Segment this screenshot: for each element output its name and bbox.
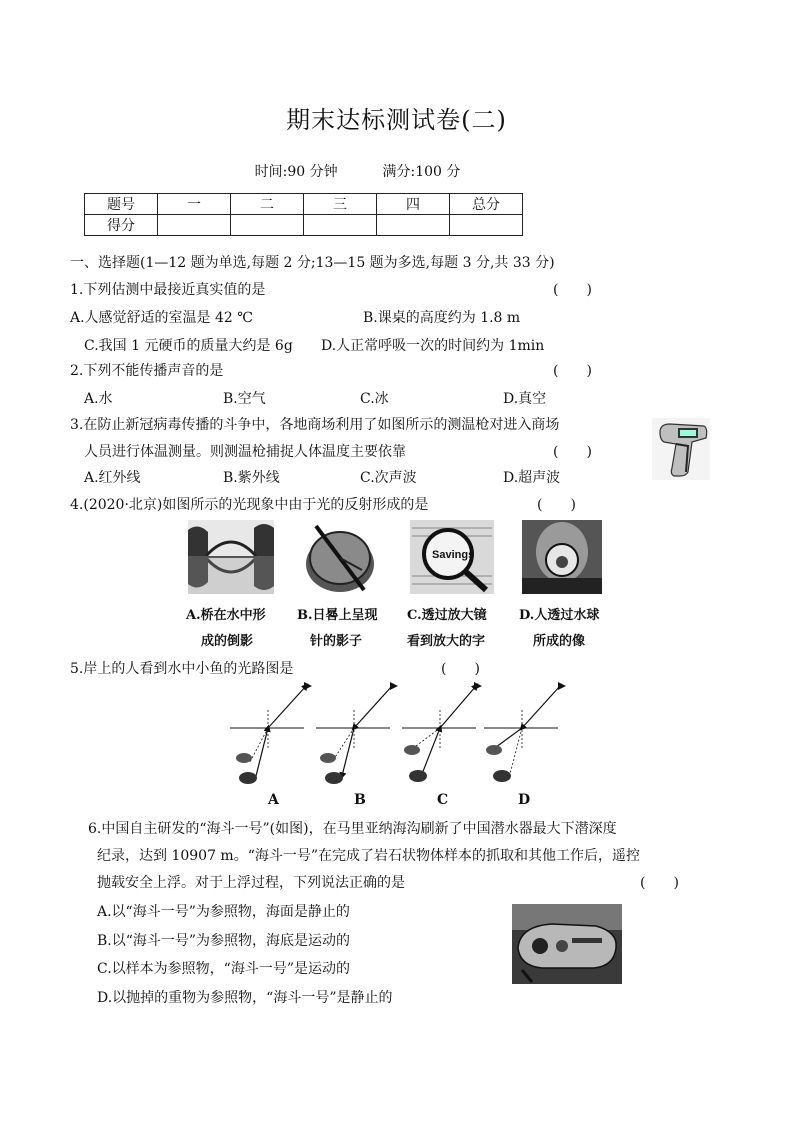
light-path-diagrams — [226, 680, 566, 790]
score-header-cell: 二 — [231, 194, 304, 215]
q3-stem-line2: 人员进行体温测量。则测温枪捕捉人体温度主要依靠 — [84, 444, 406, 460]
page-title: 期末达标测试卷(二) — [286, 106, 507, 134]
diagram-a — [230, 682, 312, 784]
q2-option-d: D.真空 — [503, 391, 547, 407]
q2-stem: 2.下列不能传播声音的是 — [70, 363, 224, 379]
q5-answer-paren[interactable]: ( ) — [441, 661, 480, 677]
q3-option-a: A.红外线 — [84, 470, 141, 486]
score-row-label: 得分 — [85, 215, 158, 236]
q3-option-c: C.次声波 — [360, 470, 417, 486]
q5-label-b: B — [354, 792, 366, 808]
q3-answer-paren[interactable]: ( ) — [553, 444, 592, 460]
score-table-row — [85, 215, 523, 236]
thermometer-gun-image — [652, 418, 710, 480]
q3-option-d: D.超声波 — [503, 470, 561, 486]
diagram-b — [316, 682, 398, 784]
score-header-cell: 总分 — [450, 194, 523, 215]
q1-option-d: D.人正常呼吸一次的时间约为 1min — [321, 338, 545, 354]
q6-stem-line2: 纪录，达到 10907 m。“海斗一号”在完成了岩石状物体样本的抓取和其他工作后，遥控 — [97, 848, 641, 864]
score-header-cell: 一 — [158, 194, 231, 215]
sundial-image — [300, 520, 380, 594]
q6-option-c: C.以样本为参照物，“海斗一号”是运动的 — [97, 961, 350, 977]
q1-option-b: B.课桌的高度约为 1.8 m — [363, 310, 521, 326]
section-heading: 一、选择题(1—12 题为单选,每题 2 分;13—15 题为多选,每题 3 分,共 33 分) — [70, 255, 555, 271]
q6-option-a: A.以“海斗一号”为参照物，海面是静止的 — [97, 904, 350, 920]
q2-option-a: A.水 — [84, 391, 113, 407]
q2-answer-paren[interactable]: ( ) — [553, 363, 592, 379]
q2-option-b: B.空气 — [223, 391, 266, 407]
q3-option-b: B.紫外线 — [223, 470, 280, 486]
q1-option-c: C.我国 1 元硬币的质量大约是 6g — [84, 338, 293, 354]
time-limit: 时间:90 分钟 — [254, 164, 338, 180]
q6-answer-paren[interactable]: ( ) — [640, 875, 679, 891]
submersible-image — [512, 904, 622, 984]
score-cell[interactable] — [450, 215, 523, 236]
diagram-d — [484, 682, 566, 782]
q5-label-d: D — [518, 792, 531, 808]
q2-option-c: C.冰 — [360, 391, 389, 407]
q5-label-a: A — [268, 792, 279, 808]
score-cell[interactable] — [158, 215, 231, 236]
q3-stem-line1: 3.在防止新冠病毒传播的斗争中，各地商场利用了如图所示的测温枪对进入商场 — [70, 417, 560, 433]
q4-caption-c-line1: C.透过放大镜 — [407, 608, 487, 623]
magnifier-image — [410, 520, 494, 594]
q4-caption-b-line2: 针的影子 — [310, 634, 363, 649]
score-header-cell: 题号 — [85, 194, 158, 215]
bridge-reflection-image — [188, 520, 274, 594]
q6-option-b: B.以“海斗一号”为参照物，海底是运动的 — [97, 933, 351, 949]
q1-option-a: A.人感觉舒适的室温是 42 ℃ — [70, 310, 253, 326]
score-table — [84, 193, 523, 236]
q4-stem: 4.(2020·北京)如图所示的光现象中由于光的反射形成的是 — [70, 497, 429, 513]
diagram-c — [402, 682, 482, 782]
score-header-cell: 三 — [304, 194, 377, 215]
q4-answer-paren[interactable]: ( ) — [537, 497, 576, 513]
q4-caption-d-line1: D.人透过水球 — [519, 608, 600, 623]
q4-caption-c-line2: 看到放大的字 — [407, 634, 486, 649]
q6-stem-line1: 6.中国自主研发的“海斗一号”(如图)，在马里亚纳海沟刷新了中国潜水器最大下潜深度 — [88, 821, 617, 837]
q4-caption-a-line2: 成的倒影 — [201, 634, 254, 649]
score-header-cell: 四 — [377, 194, 450, 215]
score-table-header-row — [85, 194, 523, 215]
q4-caption-b-line1: B.日晷上呈现 — [297, 608, 378, 623]
q5-stem: 5.岸上的人看到水中小鱼的光路图是 — [70, 661, 294, 677]
q6-stem-line3: 抛载安全上浮。对于上浮过程，下列说法正确的是 — [97, 875, 405, 891]
full-score: 满分:100 分 — [382, 164, 461, 180]
q1-answer-paren[interactable]: ( ) — [553, 282, 592, 298]
score-cell[interactable] — [377, 215, 450, 236]
q5-label-c: C — [437, 792, 449, 808]
exam-info — [0, 161, 715, 181]
water-ball-image — [522, 520, 602, 594]
q4-caption-d-line2: 所成的像 — [533, 634, 586, 649]
q6-option-d: D.以抛掉的重物为参照物，“海斗一号”是静止的 — [97, 990, 393, 1006]
q4-caption-a-line1: A.桥在水中形 — [186, 608, 266, 623]
q1-stem: 1.下列估测中最接近真实值的是 — [70, 282, 266, 298]
score-cell[interactable] — [304, 215, 377, 236]
magnifier-text: Savings — [432, 549, 475, 561]
score-cell[interactable] — [231, 215, 304, 236]
